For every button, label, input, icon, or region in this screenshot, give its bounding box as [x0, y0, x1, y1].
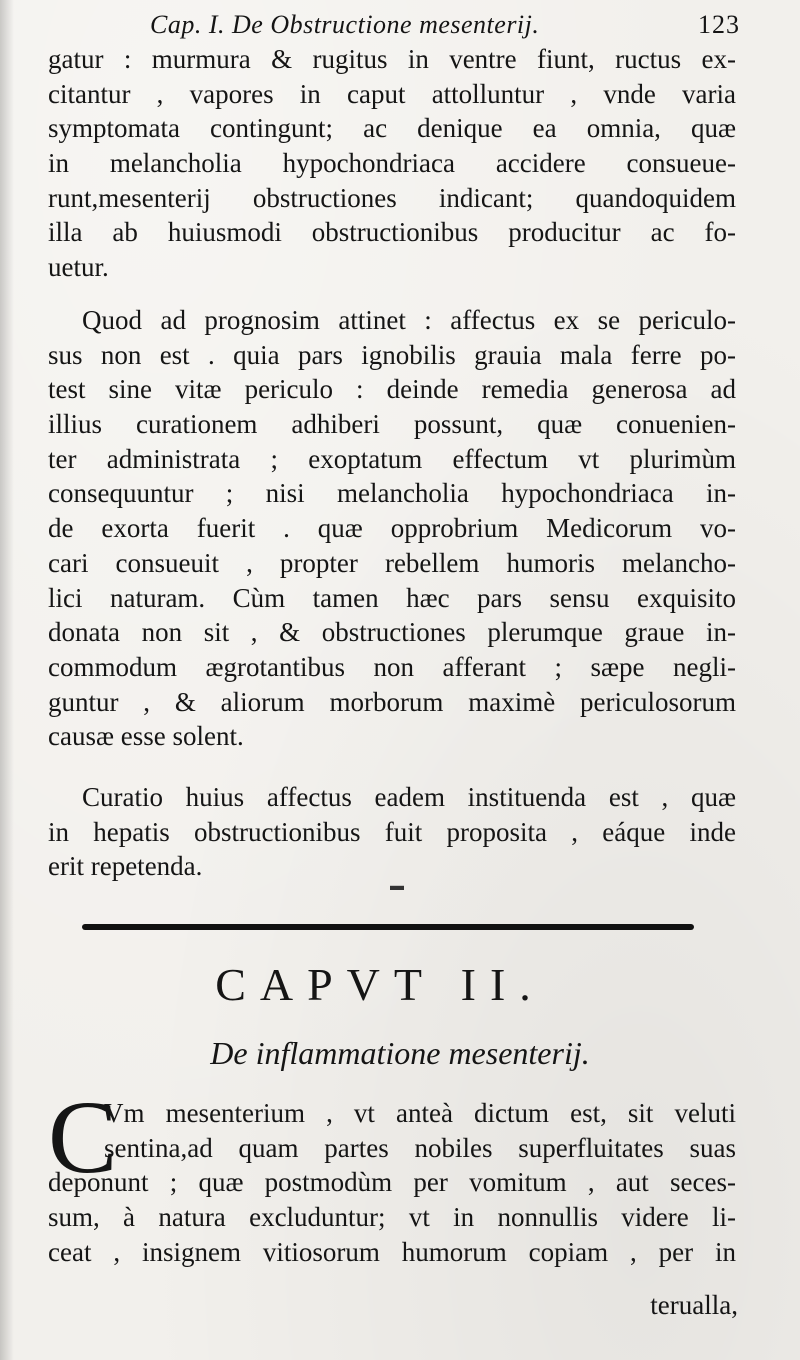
- text-line: guntur , & aliorum morborum maximè periculosorum: [48, 686, 736, 717]
- paragraph-prognosis: [48, 303, 736, 754]
- text-line: erit repetenda.: [48, 851, 203, 882]
- chapter-subtitle: De inflammatione mesenterij.: [210, 1035, 590, 1071]
- text-line: ceat , insignem vitiosorum humorum copiam , per in: [48, 1236, 736, 1267]
- paragraph-cure: [48, 780, 736, 884]
- text-line: Vm mesenterium , vt anteà dictum est, sit veluti: [104, 1098, 736, 1128]
- running-head: [0, 4, 800, 44]
- text-line: gatur : murmura & rugitus in ventre fiunt, ructus ex-: [48, 44, 736, 74]
- text-line: cari consueuit , propter rebellem humoris melancho-: [48, 547, 736, 578]
- text-line: in melancholia hypochondriaca accidere consueue-: [48, 148, 736, 179]
- text-line: illa ab huiusmodi obstructionibus producitur ac fo-: [48, 217, 736, 248]
- catchword: terualla,: [650, 1290, 738, 1320]
- text-line: de exorta fuerit . quæ opprobrium Medicorum vo-: [48, 513, 736, 544]
- drop-cap: C: [48, 1080, 118, 1195]
- text-line: citantur , vapores in caput attolluntur , vnde varia: [48, 78, 736, 109]
- horizontal-rule: [82, 924, 694, 930]
- text-line: illius curationem adhiberi possunt, quæ conuenien-: [48, 409, 736, 440]
- text-line: uetur.: [48, 252, 109, 283]
- text-line: donata non sit , & obstructiones plerumque graue in-: [48, 617, 736, 648]
- text-line: causæ esse solent.: [48, 721, 244, 752]
- text-line: ter administrata ; exoptatum effectum vt plurimùm: [48, 443, 736, 474]
- paragraph-chapter-opening: [48, 1096, 736, 1269]
- text-line: lici naturam. Cùm tamen hæc pars sensu exquisito: [48, 582, 736, 613]
- text-line: deponunt ; quæ postmodùm per vomitum , aut seces-: [48, 1167, 736, 1198]
- chapter-heading: CAPVT II.: [215, 959, 545, 1010]
- text-line: consequuntur ; nisi melancholia hypochondriaca in-: [48, 478, 736, 509]
- running-head-title: Cap. I. De Obstructione mesenterij.: [150, 10, 540, 39]
- text-line: Curatio huius affectus eadem instituenda est , quæ: [82, 782, 736, 812]
- text-line: commodum ægrotantibus non afferant ; sæpe negli-: [48, 651, 736, 682]
- text-line: test sine vitæ periculo : deinde remedia generosa ad: [48, 374, 736, 405]
- text-line: sus non est . quia pars ignobilis grauia mala ferre po-: [48, 339, 736, 370]
- text-line: sentina,ad quam partes nobiles superfluitates suas: [104, 1132, 736, 1163]
- text-line: Quod ad prognosim attinet : affectus ex se periculo-: [82, 305, 736, 335]
- text-line: symptomata contingunt; ac denique ea omnia, quæ: [48, 113, 736, 144]
- ornament-mark: ▬: [390, 879, 404, 894]
- page-number: 123: [698, 10, 740, 39]
- text-line: runt,mesenterij obstructiones indicant; quandoquidem: [48, 182, 736, 213]
- text-line: sum, à natura excluduntur; vt in nonnullis videre li-: [48, 1202, 736, 1233]
- paragraph-symptoms: [48, 42, 736, 285]
- text-line: in hepatis obstructionibus fuit proposita , eáque inde: [48, 816, 736, 847]
